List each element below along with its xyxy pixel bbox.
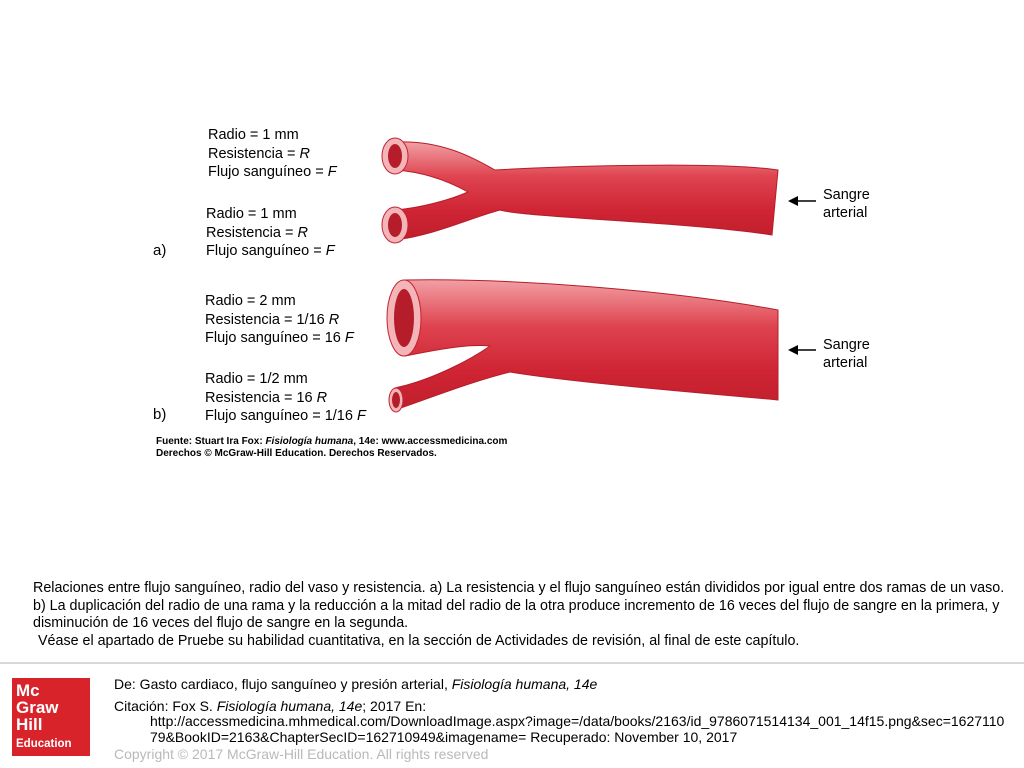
vessel-b [387,280,778,412]
figure-source: Fuente: Stuart Ira Fox: Fisiología humana, 14e: www.accessmedicina.com Derechos © McGraw-Hill Education. Derechos Reservados. [156,436,508,459]
footer-divider [0,662,1024,664]
label-b-bottom: Radio = 1/2 mm Resistencia = 16 R Flujo sanguíneo = 1/16 F [205,371,366,424]
arrow-b-label: Sangre arterial [823,337,870,371]
citation-line: Citación: Fox S. Fisiología humana, 14e; 2017 En: [114,698,427,714]
arrow-b [788,345,816,355]
part-a-letter: a) [153,242,167,259]
figure-note: Véase el apartado de Pruebe su habilidad cuantitativa, en la sección de Actividades de revisión, al final de este capítulo. [38,633,800,649]
citation-url: http://accessmedicina.mhmedical.com/DownloadImage.aspx?image=/data/books/2163/id_9786071514134_001_14f15.png&sec=162711079&BookID=2163&ChapterSecID=162710949&imagename= Recuperado: November 10, 2017 [150,713,1005,745]
blood-vessel-figure [150,120,870,465]
vessel-a [382,138,778,243]
arrow-a-label: Sangre arterial [823,187,870,221]
arrow-a [788,196,816,206]
figure-caption: Relaciones entre flujo sanguíneo, radio del vaso y resistencia. a) La resistencia y el flujo sanguíneo están divididos por igual entre dos ramas de un vaso. b) La duplicación del radio de una rama y la reducción a la mitad del radio de la otra produce incremento de 16 veces del flujo de sangre en la primera, y disminución de 16 veces del flujo de sangre en la segunda. [33,580,1005,631]
part-b-letter: b) [153,406,167,423]
label-b-top: Radio = 2 mm Resistencia = 1/16 R Flujo sanguíneo = 16 F [205,293,354,346]
label-a-top: Radio = 1 mm Resistencia = R Flujo sanguíneo = F [208,127,337,180]
citation-from: De: Gasto cardiaco, flujo sanguíneo y presión arterial, Fisiología humana, 14e [114,676,598,692]
label-a-bottom: Radio = 1 mm Resistencia = R Flujo sanguíneo = F [206,206,335,259]
copyright-notice: Copyright © 2017 McGraw-Hill Education. All rights reserved [114,746,489,762]
mcgraw-hill-logo: Mc Graw Hill Education [12,678,90,756]
